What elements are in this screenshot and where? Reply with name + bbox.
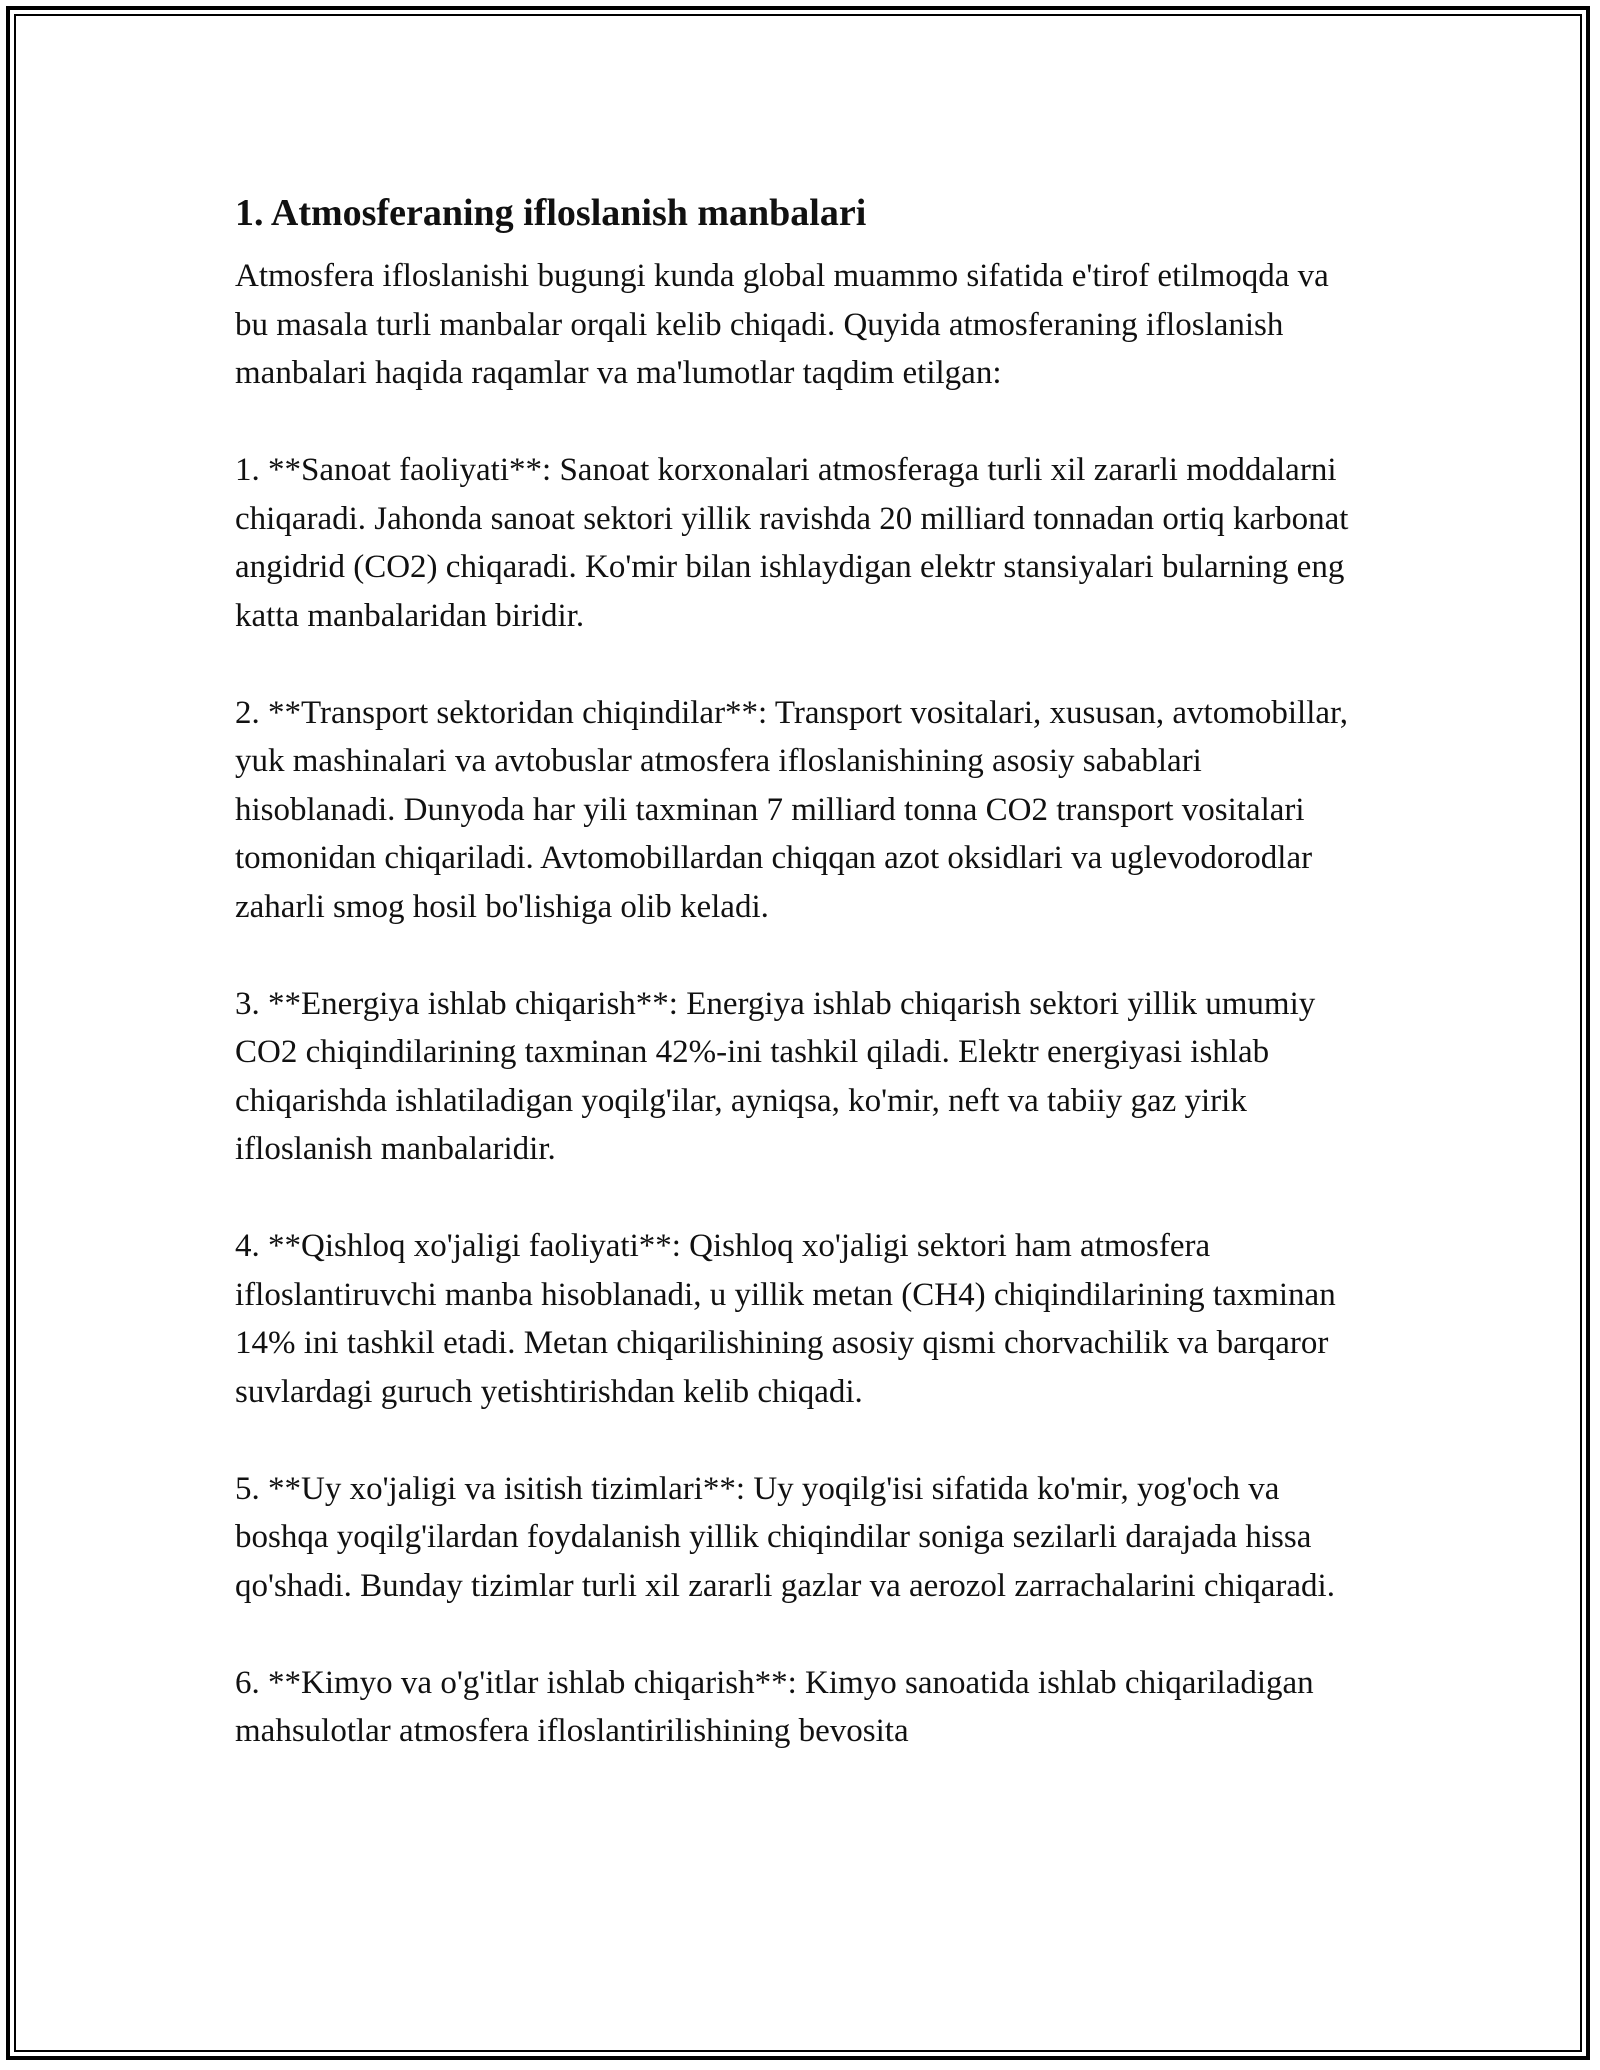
section-heading: 1. Atmosferaning ifloslanish manbalari [235, 192, 867, 234]
document-body [235, 186, 1365, 1804]
intro-paragraph: Atmosfera ifloslanishi bugungi kunda global muammo sifatida e'tirof etilmoqda va bu masala turli manbalar orqali kelib chiqadi. Quyida atmosferaning ifloslanish manbalari haqida raqamlar va ma'lumotlar taqdim etilgan: [235, 258, 1329, 391]
list-item-transport: 2. **Transport sektoridan chiqindilar**: Transport vositalari, xususan, avtomobillar, yuk mashinalari va avtobuslar atmosfera ifloslanishining asosiy sabablari hisoblanadi. Dunyoda har yili taxminan 7 milliard tonna CO2 transport vositalari tomonidan chiqariladi. Avtomobillardan chiqqan azot oksidlari va uglevodorodlar zaharli smog hosil bo'lishiga olib keladi. [235, 694, 1348, 925]
list-item-industry: 1. **Sanoat faoliyati**: Sanoat korxonalari atmosferaga turli xil zararli moddalarni chiqaradi. Jahonda sanoat sektori yillik ravishda 20 milliard tonnadan ortiq karbonat angidrid (CO2) chiqaradi. Ko'mir bilan ishlaydigan elektr stansiyalari bularning eng katta manbalaridan biridir. [235, 452, 1349, 634]
list-item-energy: 3. **Energiya ishlab chiqarish**: Energiya ishlab chiqarish sektori yillik umumiy CO2 chiqindilarining taxminan 42%-ini tashkil qiladi. Elektr energiyasi ishlab chiqarishda ishlatiladigan yoqilg'ilar, ayniqsa, ko'mir, neft va tabiiy gaz yirik ifloslanish manbalaridir. [235, 985, 1316, 1167]
list-item-chemistry: 6. **Kimyo va o'g'itlar ishlab chiqarish**: Kimyo sanoatida ishlab chiqariladigan mahsulotlar atmosfera ifloslantirilishining bevosita [235, 1664, 1314, 1749]
list-item-household: 5. **Uy xo'jaligi va isitish tizimlari**: Uy yoqilg'isi sifatida ko'mir, yog'och va boshqa yoqilg'ilardan foydalanish yillik chiqindilar soniga sezilarli darajada hissa qo'shadi. Bunday tizimlar turli xil zararli gazlar va aerozol zarrachalarini chiqaradi. [235, 1470, 1335, 1604]
list-item-agriculture: 4. **Qishloq xo'jaligi faoliyati**: Qishloq xo'jaligi sektori ham atmosfera ifloslantiruvchi manba hisoblanadi, u yillik metan (CH4) chiqindilarining taxminan 14% ini tashkil etadi. Metan chiqarilishining asosiy qismi chorvachilik va barqaror suvlardagi guruch yetishtirishdan kelib chiqadi. [235, 1228, 1336, 1410]
